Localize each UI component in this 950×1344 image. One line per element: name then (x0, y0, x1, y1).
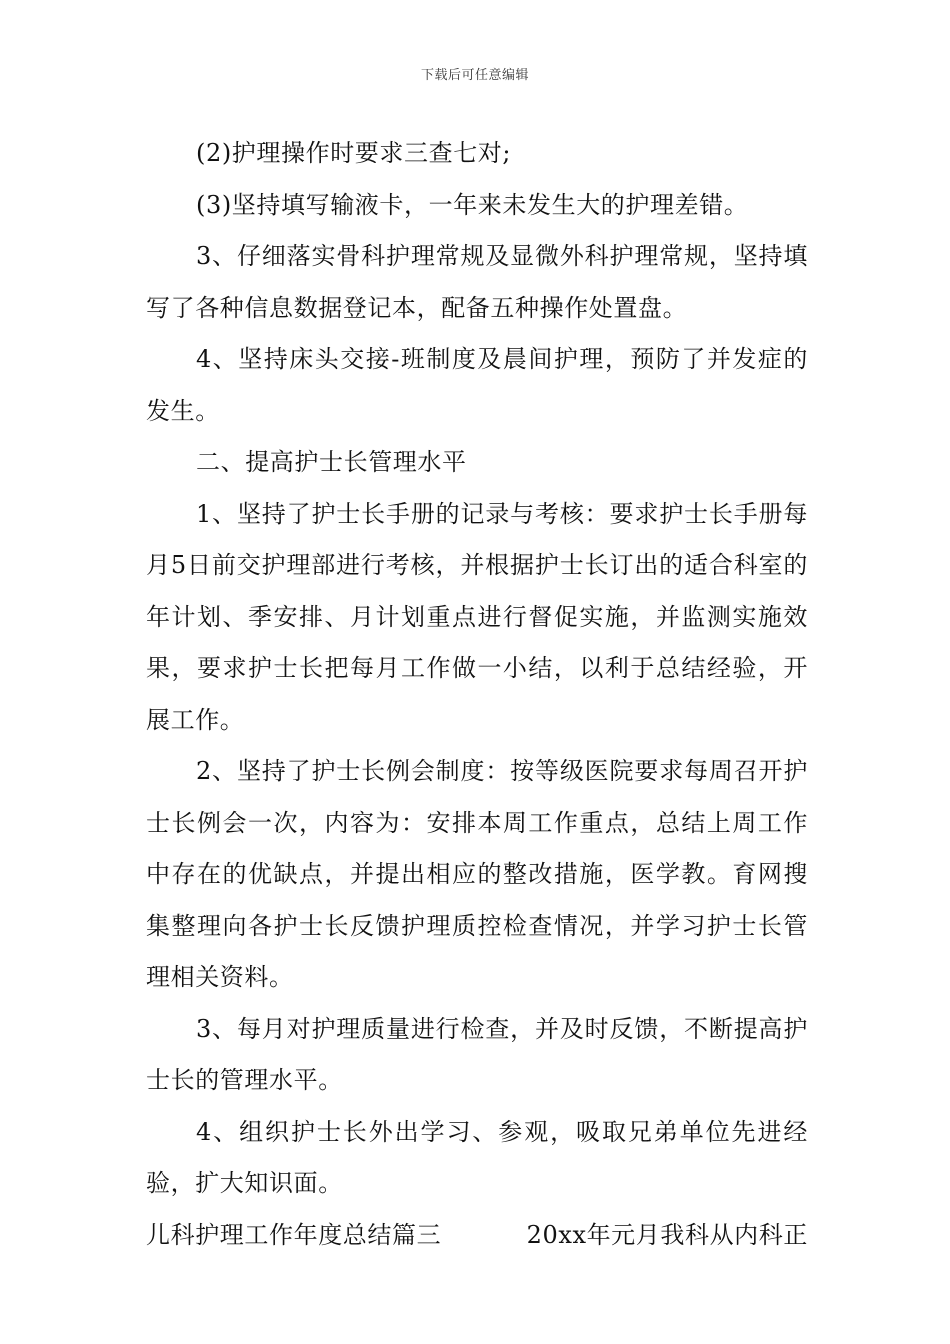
paragraph-3: 3、仔细落实骨科护理常规及显微外科护理常规，坚持填写了各种信息数据登记本，配备五种操作处置盘。 (146, 242, 808, 322)
document-body (146, 128, 808, 1261)
paragraph-7: 3、每月对护理质量进行检查，并及时反馈，不断提高护士长的管理水平。 (146, 1014, 808, 1094)
section-heading: 二、提高护士长管理水平 (196, 448, 467, 476)
paragraph-4: 4、坚持床头交接-班制度及晨间护理，预防了并发症的发生。 (146, 345, 808, 425)
paragraph-2: (3)坚持填写输液卡，一年来未发生大的护理差错。 (196, 190, 749, 219)
section-title-line (146, 1210, 808, 1262)
paragraph-5: 1、坚持了护士长手册的记录与考核：要求护士长手册每月5日前交护理部进行考核，并根据护士长订出的适合科室的年计划、季安排、月计划重点进行督促实施，并监测实施效果，要求护士长把每月工作做一小结，以利于总结经验，开展工作。 (146, 499, 808, 734)
section-start-text: 20xx年元月我科从内科正 (526, 1220, 808, 1249)
section-title: 儿科护理工作年度总结篇三 (146, 1220, 442, 1249)
paragraph-8: 4、组织护士长外出学习、参观，吸取兄弟单位先进经验，扩大知识面。 (146, 1117, 808, 1197)
page-header: 下载后可任意编辑 (420, 68, 529, 83)
paragraph-1: (2)护理操作时要求三查七对; (196, 139, 512, 167)
paragraph-6: 2、坚持了护士长例会制度：按等级医院要求每周召开护士长例会一次，内容为：安排本周工作重点，总结上周工作中存在的优缺点，并提出相应的整改措施，医学教。育网搜集整理向各护士长反馈护理质控检查情况，并学习护士长管理相关资料。 (146, 757, 808, 991)
